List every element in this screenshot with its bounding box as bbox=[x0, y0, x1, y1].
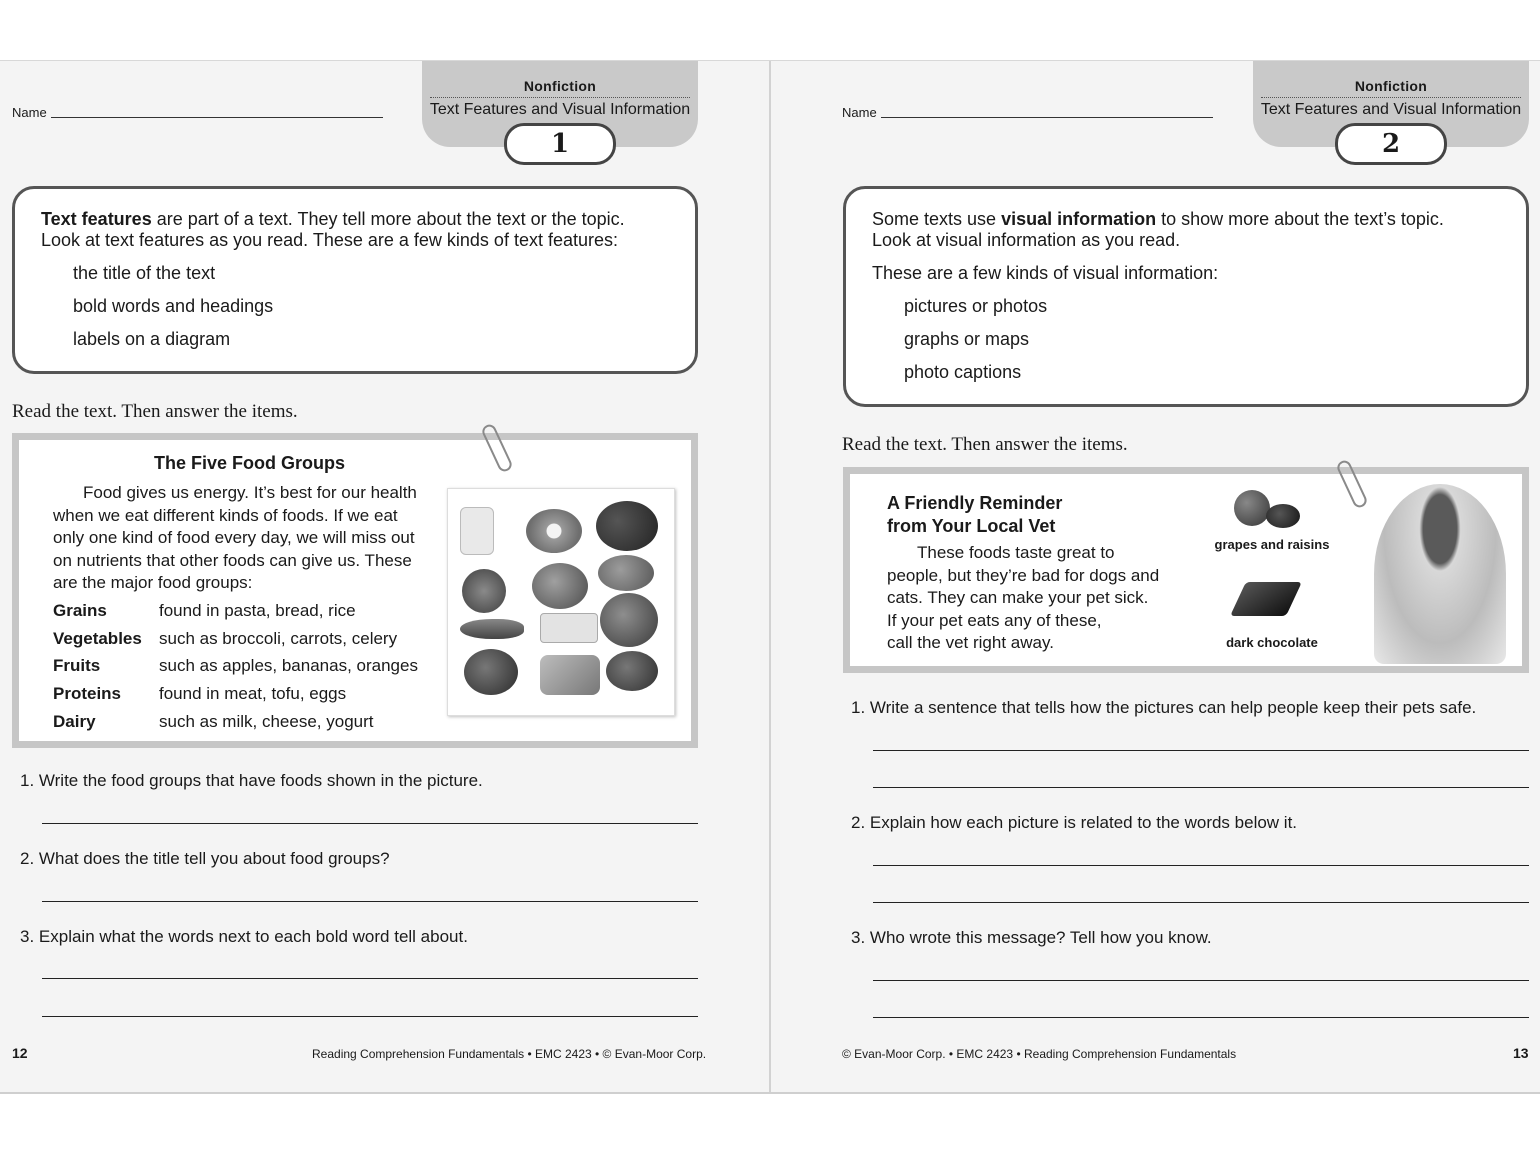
passage-line: only one kind of food every day, we will miss out bbox=[53, 528, 415, 547]
name-label: Name bbox=[12, 105, 47, 120]
info-item: labels on a diagram bbox=[73, 329, 231, 349]
chocolate-icon bbox=[1230, 582, 1302, 616]
passage-line: Food gives us energy. It’s best for our health bbox=[83, 483, 417, 502]
passage-line: These foods taste great to bbox=[917, 543, 1115, 562]
crayfish-icon bbox=[606, 651, 658, 691]
reading-instruction: Read the text. Then answer the items. bbox=[12, 401, 298, 422]
tab-subtitle: Text Features and Visual Information bbox=[1260, 101, 1522, 118]
caption-dark-chocolate: dark chocolate bbox=[1226, 635, 1318, 650]
raisins-icon bbox=[1266, 504, 1300, 528]
name-write-line bbox=[881, 117, 1213, 118]
workbook-spread bbox=[0, 60, 1540, 1094]
visual-information-infobox bbox=[843, 186, 1529, 407]
answer-line[interactable] bbox=[42, 1016, 698, 1017]
tab-divider bbox=[1261, 97, 1521, 98]
butter-icon bbox=[540, 613, 598, 643]
passage-title: A Friendly Reminder from Your Local Vet bbox=[887, 493, 1063, 536]
passage-line: are the major food groups: bbox=[53, 573, 253, 592]
broccoli-icon bbox=[462, 569, 506, 613]
milk-jug-icon bbox=[460, 507, 494, 555]
tab-kicker: Nonfiction bbox=[523, 78, 597, 94]
info-line-1: Text features are part of a text. They tell more about the text or the topic. bbox=[41, 209, 625, 229]
question-3: 3. Who wrote this message? Tell how you know. bbox=[851, 928, 1212, 947]
question-2: 2. What does the title tell you about food groups? bbox=[20, 849, 390, 868]
passage-body bbox=[887, 542, 1159, 655]
page-number: 13 bbox=[1513, 1045, 1529, 1061]
food-group-row: Dairy such as milk, cheese, yogurt bbox=[53, 712, 374, 731]
passage-body bbox=[53, 482, 417, 595]
passage-title: The Five Food Groups bbox=[154, 453, 346, 473]
veterinarian-photo bbox=[1374, 484, 1506, 664]
info-bold-term: Text features bbox=[41, 209, 152, 229]
passage-line: when we eat different kinds of foods. If we eat bbox=[53, 505, 398, 525]
reading-instruction: Read the text. Then answer the items. bbox=[842, 434, 1128, 455]
bagel-icon bbox=[526, 509, 582, 553]
name-label: Name bbox=[842, 105, 877, 120]
passage-card bbox=[843, 467, 1529, 673]
info-item: graphs or maps bbox=[904, 329, 1030, 349]
page-number: 12 bbox=[12, 1045, 28, 1061]
food-group-row: Vegetables such as broccoli, carrots, celery bbox=[53, 629, 398, 648]
food-group-row: Fruits such as apples, bananas, oranges bbox=[53, 656, 418, 675]
question-3: 3. Explain what the words next to each bold word tell about. bbox=[20, 927, 468, 946]
name-row bbox=[12, 105, 383, 120]
answer-line[interactable] bbox=[873, 787, 1529, 788]
info-item: the title of the text bbox=[73, 263, 216, 283]
question-1: 1. Write a sentence that tells how the pictures can help people keep their pets safe. bbox=[851, 698, 1477, 717]
caption-grapes-raisins: grapes and raisins bbox=[1214, 537, 1330, 552]
info-line-1: Some texts use visual information to show more about the text’s topic. bbox=[872, 209, 1444, 229]
berries-icon bbox=[596, 501, 658, 551]
text-features-infobox bbox=[12, 186, 698, 374]
food-group-row: Grains found in pasta, bread, rice bbox=[53, 601, 356, 620]
passage-line: call the vet right away. bbox=[887, 633, 1054, 652]
info-item: bold words and headings bbox=[73, 296, 274, 316]
question-2: 2. Explain how each picture is related to the words below it. bbox=[851, 813, 1298, 832]
answer-line[interactable] bbox=[42, 823, 698, 824]
fish-icon bbox=[460, 619, 524, 639]
bread-icon bbox=[540, 655, 600, 695]
page-footer: Reading Comprehension Fundamentals • EMC 2423 • © Evan-Moor Corp. bbox=[312, 1047, 707, 1061]
grapes-icon bbox=[1234, 490, 1270, 526]
peppers-icon bbox=[464, 649, 518, 695]
left-page bbox=[0, 61, 768, 1092]
answer-line[interactable] bbox=[873, 750, 1529, 751]
passage-line: If your pet eats any of these, bbox=[887, 610, 1102, 630]
question-1: 1. Write the food groups that have foods shown in the picture. bbox=[20, 771, 483, 790]
info-line-3: These are a few kinds of visual information: bbox=[872, 263, 1219, 283]
passage-line: cats. They can make your pet sick. bbox=[887, 588, 1149, 607]
lesson-tab bbox=[1253, 61, 1529, 159]
lesson-tab bbox=[422, 61, 698, 159]
name-row bbox=[842, 105, 1213, 120]
tab-subtitle: Text Features and Visual Information bbox=[429, 101, 691, 118]
answer-line[interactable] bbox=[873, 865, 1529, 866]
steak-icon bbox=[600, 593, 658, 647]
page-footer: © Evan-Moor Corp. • EMC 2423 • Reading Comprehension Fundamentals bbox=[842, 1047, 1237, 1061]
passage-card bbox=[12, 433, 698, 748]
answer-line[interactable] bbox=[873, 980, 1529, 981]
answer-line[interactable] bbox=[42, 901, 698, 902]
info-line-2: Look at text features as you read. These are a few kinds of text features: bbox=[41, 230, 618, 250]
lesson-number: 2 bbox=[1335, 123, 1447, 165]
fruit-icon bbox=[598, 555, 654, 591]
info-item: photo captions bbox=[904, 362, 1022, 382]
passage-line: people, but they’re bad for dogs and bbox=[887, 565, 1160, 585]
name-write-line bbox=[51, 117, 383, 118]
passage-line: on nutrients that other foods can give us. These bbox=[53, 550, 412, 570]
answer-line[interactable] bbox=[42, 978, 698, 979]
answer-line[interactable] bbox=[873, 902, 1529, 903]
food-groups-photo bbox=[447, 488, 675, 716]
info-line-2: Look at visual information as you read. bbox=[872, 230, 1181, 250]
lesson-number: 1 bbox=[504, 123, 616, 165]
tab-divider bbox=[430, 97, 690, 98]
tab-kicker: Nonfiction bbox=[1354, 78, 1428, 94]
food-group-row: Proteins found in meat, tofu, eggs bbox=[53, 684, 347, 703]
info-bold-term: visual information bbox=[1001, 209, 1157, 229]
right-page bbox=[771, 61, 1540, 1092]
info-item: pictures or photos bbox=[904, 296, 1048, 316]
answer-line[interactable] bbox=[873, 1017, 1529, 1018]
apples-icon bbox=[532, 563, 588, 609]
